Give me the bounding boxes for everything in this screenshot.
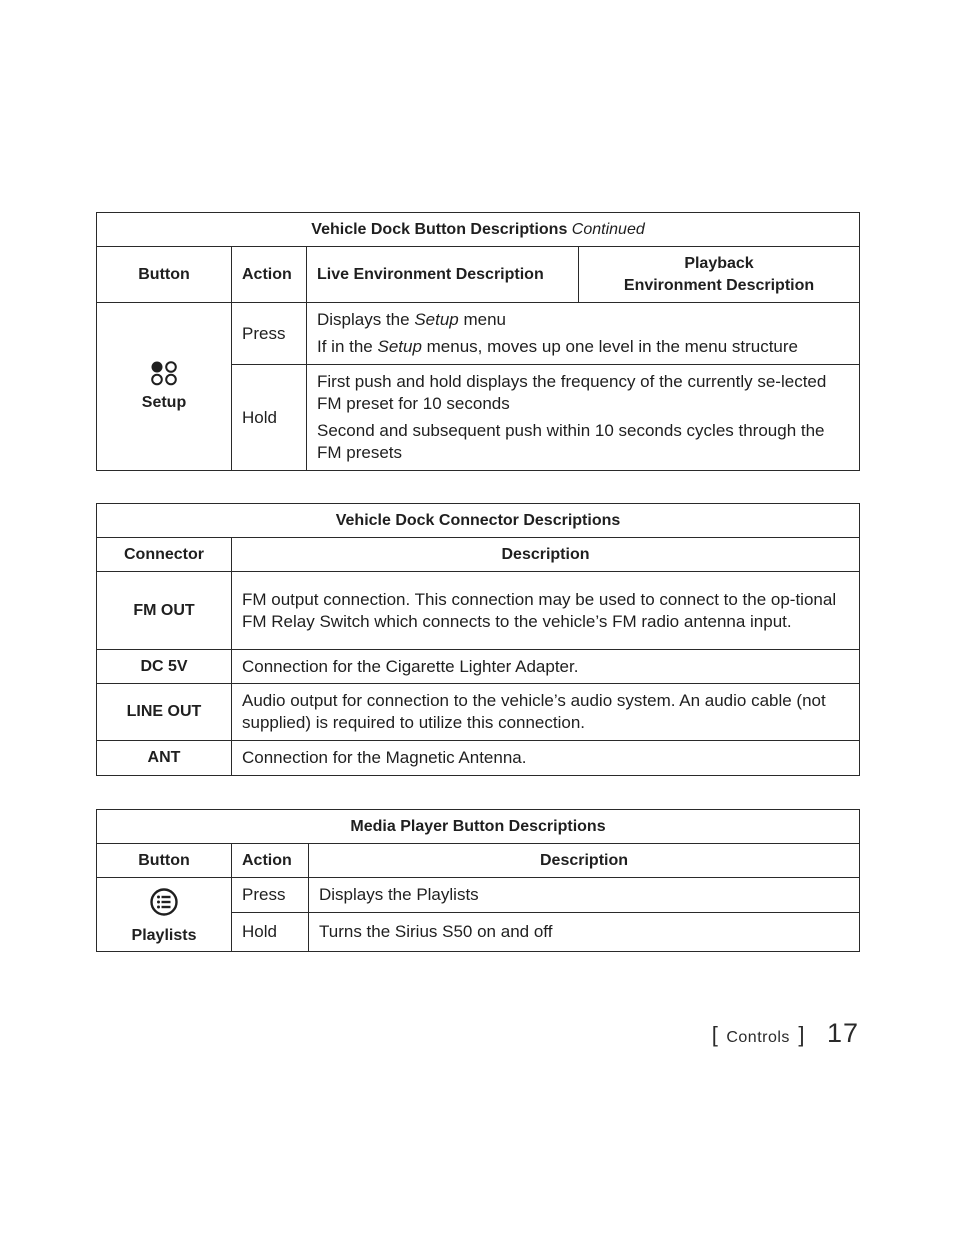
table-title xyxy=(97,213,860,247)
header-button: Button xyxy=(97,844,232,878)
action-hold: Hold xyxy=(232,365,307,471)
table-row xyxy=(97,572,860,650)
vehicle-dock-button-table xyxy=(96,212,860,471)
setup-icon xyxy=(150,360,178,386)
action-press: Press xyxy=(232,878,309,913)
page-number: 17 xyxy=(826,1018,859,1048)
playlists-icon xyxy=(149,887,179,917)
media-player-button-table xyxy=(96,809,860,952)
setup-press-description xyxy=(307,303,860,365)
table-title-text: Vehicle Dock Button Descriptions xyxy=(311,220,568,238)
header-description: Description xyxy=(309,844,860,878)
connector-description: FM output connection. This connection may be used to connect to the op-tional FM Relay Switch which connects to the vehicle’s FM radio antenna input. xyxy=(232,572,860,650)
table-row xyxy=(97,741,860,776)
setup-button-cell xyxy=(97,303,232,471)
header-button: Button xyxy=(97,247,232,303)
playlists-button-label: Playlists xyxy=(131,926,197,944)
header-action: Action xyxy=(232,844,309,878)
connector-description: Audio output for connection to the vehicle’s audio system. An audio cable (not supplied) is required to utilize this connection. xyxy=(232,684,860,741)
connector-description: Connection for the Magnetic Antenna. xyxy=(232,741,860,776)
header-description: Description xyxy=(232,538,860,572)
table-row xyxy=(97,684,860,741)
table-title: Media Player Button Descriptions xyxy=(97,810,860,844)
header-playback-line2: Environment Description xyxy=(623,276,815,294)
connector-name: FM OUT xyxy=(97,572,232,650)
playlists-button-cell xyxy=(97,878,232,952)
table-row xyxy=(97,650,860,684)
setup-press-line1: Displays the Setup menu xyxy=(317,310,507,329)
header-connector: Connector xyxy=(97,538,232,572)
footer-close-bracket: ] xyxy=(798,1022,805,1047)
connector-name: ANT xyxy=(97,741,232,776)
table-title-suffix: Continued xyxy=(571,220,645,238)
header-action: Action xyxy=(232,247,307,303)
footer-section-name: Controls xyxy=(726,1029,790,1046)
footer-open-bracket: [ xyxy=(711,1022,718,1047)
table-title: Vehicle Dock Connector Descriptions xyxy=(97,504,860,538)
vehicle-dock-connector-table xyxy=(96,503,860,776)
connector-name: LINE OUT xyxy=(97,684,232,741)
header-live-environment: Live Environment Description xyxy=(307,247,579,303)
connector-name: DC 5V xyxy=(97,650,232,684)
playlists-press-description: Displays the Playlists xyxy=(309,878,860,913)
setup-press-line2: If in the Setup menus, moves up one level in the menu structure xyxy=(317,337,799,356)
setup-hold-para1: First push and hold displays the frequency of the currently se-lected FM preset for 10 seconds xyxy=(317,372,827,413)
setup-button-label: Setup xyxy=(141,393,187,411)
setup-hold-para2: Second and subsequent push within 10 seconds cycles through the FM presets xyxy=(317,421,825,462)
page-footer xyxy=(712,1018,859,1049)
header-playback-line1: Playback xyxy=(684,254,754,272)
header-playback-environment xyxy=(579,247,860,303)
action-press: Press xyxy=(232,303,307,365)
playlists-hold-description: Turns the Sirius S50 on and off xyxy=(309,913,860,952)
action-hold: Hold xyxy=(232,913,309,952)
connector-description: Connection for the Cigarette Lighter Adapter. xyxy=(232,650,860,684)
setup-hold-description xyxy=(307,365,860,471)
